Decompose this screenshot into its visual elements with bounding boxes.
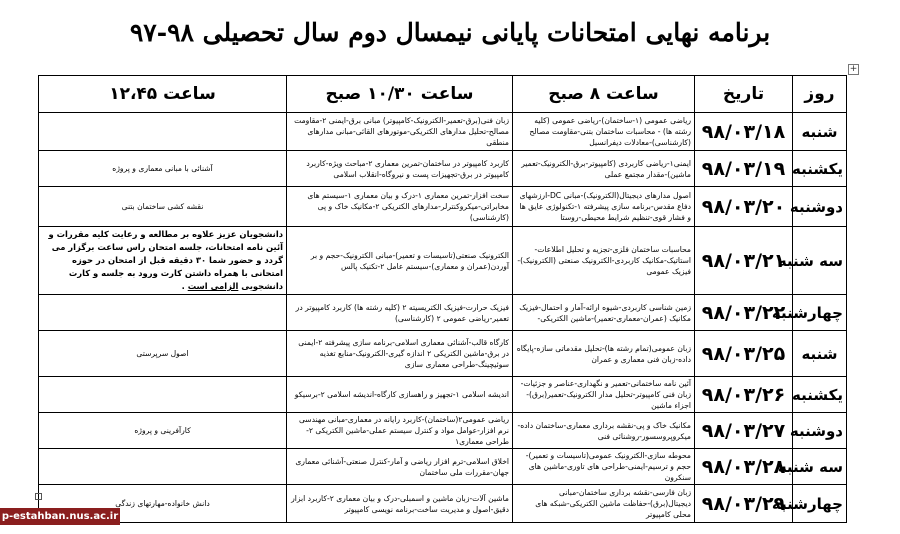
date-cell: ۹۸/۰۳/۲۶ bbox=[695, 377, 793, 413]
notice-emphasis: الزامی است bbox=[187, 281, 239, 291]
day-cell: چهارشنبه bbox=[793, 295, 847, 331]
day-cell: دوشنبه bbox=[793, 187, 847, 227]
slot-8am-cell: محاسبات ساختمان فلزی-تجزیه و تحلیل اطلاعات-استاتیک-مکانیک کاربردی-الکترونیک صنعتی (الکترونیک)-فیزیک عمومی bbox=[513, 227, 695, 295]
table-move-handle-icon[interactable]: + bbox=[849, 64, 858, 74]
slot-8am-cell: مکانیک خاک و پی-نقشه برداری معماری-ساختمان داده-میکروپروسسور-روشنائی فنی bbox=[513, 413, 695, 449]
table-row bbox=[39, 187, 847, 227]
date-cell: ۹۸/۰۳/۱۹ bbox=[695, 151, 793, 187]
table-row bbox=[39, 151, 847, 187]
slot-1245-cell bbox=[39, 377, 287, 413]
date-cell: ۹۸/۰۳/۲۹ bbox=[695, 485, 793, 523]
day-cell: شنبه bbox=[793, 331, 847, 377]
slot-1245-cell: آشنائی با مبانی معماری و پروژه bbox=[39, 151, 287, 187]
date-cell: ۹۸/۰۳/۲۲ bbox=[695, 295, 793, 331]
slot-8am-cell: زبان عمومی(تمام رشته ها)-تحلیل مقدماتی سازه-پایگاه داده-زبان فنی معماری و عمران bbox=[513, 331, 695, 377]
slot-1030am-cell: الکترونیک صنعتی(تاسیسات و تعمیر)-مبانی الکترونیک-حجم و بر آوردن(عمران و معماری)-سیستم عامل ۲-تکنیک پالس bbox=[287, 227, 513, 295]
slot-1245-cell: کارآفرینی و پروژه bbox=[39, 413, 287, 449]
day-cell: سه شنبه bbox=[793, 449, 847, 485]
date-cell: ۹۸/۰۳/۱۸ bbox=[695, 113, 793, 151]
table-row bbox=[39, 449, 847, 485]
notice-tail: . bbox=[181, 281, 188, 291]
day-cell: سه شنبه bbox=[793, 227, 847, 295]
date-cell: ۹۸/۰۳/۲۱ bbox=[695, 227, 793, 295]
table-row bbox=[39, 413, 847, 449]
slot-1245-cell: دانش خانواده-مهارتهای زندگی bbox=[39, 485, 287, 523]
date-cell: ۹۸/۰۳/۲۰ bbox=[695, 187, 793, 227]
date-cell: ۹۸/۰۳/۲۵ bbox=[695, 331, 793, 377]
table-resize-handle[interactable] bbox=[35, 493, 42, 500]
slot-1245-cell bbox=[39, 449, 287, 485]
table-row bbox=[39, 295, 847, 331]
table-body bbox=[39, 113, 847, 523]
day-cell: یکشنبه bbox=[793, 377, 847, 413]
table-header-row bbox=[39, 76, 847, 113]
table-row bbox=[39, 331, 847, 377]
slot-1245-cell bbox=[39, 113, 287, 151]
slot-1030am-cell: زبان فنی(برق-تعمیر-الکترونیک-کامپیوتر) مبانی برق-ایمنی ۲-مقاومت مصالح-تحلیل مدارهای الکتریکی-موتورهای القائی-مبانی مدارهای منطقی bbox=[287, 113, 513, 151]
slot-1030am-cell: ماشین آلات-زبان ماشین و اسمبلی-درک و بیان معماری ۲-کاربرد ابزار دقیق-اصول و مدیریت ساخت-برنامه نویسی کامپیوتر bbox=[287, 485, 513, 523]
date-cell: ۹۸/۰۳/۲۷ bbox=[695, 413, 793, 449]
header-slot-1030am: ساعت ۱۰/۳۰ صبح bbox=[287, 76, 513, 113]
header-date: تاریخ bbox=[695, 76, 793, 113]
exam-schedule-table bbox=[38, 75, 847, 523]
day-cell: چهارشنبه bbox=[793, 485, 847, 523]
slot-1245-cell: اصول سرپرستی bbox=[39, 331, 287, 377]
slot-1030am-cell: اندیشه اسلامی ۱-تجهیز و راهسازی کارگاه-اندیشه اسلامی ۲-برسیکو bbox=[287, 377, 513, 413]
day-cell: یکشنبه bbox=[793, 151, 847, 187]
slot-8am-cell: محوطه سازی-الکترونیک عمومی(تاسیسات و تعمیر)-حجم و ترسیم-ایمنی-طراحی های تاوری-ماشین های سنکرون bbox=[513, 449, 695, 485]
footer-site-badge[interactable]: p-estahban.nus.ac.ir bbox=[0, 508, 120, 525]
table-row bbox=[39, 113, 847, 151]
slot-1030am-cell: اخلاق اسلامی-ترم افزار ریاضی و آمار-کنترل صنعتی-آشنائی معماری جهان-مقررات ملی ساختمان bbox=[287, 449, 513, 485]
header-slot-8am: ساعت ۸ صبح bbox=[513, 76, 695, 113]
slot-8am-cell: ریاضی عمومی (۱-ساختمان)-ریاضی عمومی (کلیه رشته ها) - محاسبات ساختمان بتنی-مقاومت مصالح (کارشناسی)-معادلات دیفرانسیل bbox=[513, 113, 695, 151]
slot-1245-cell: نقشه کشی ساختمان بتنی bbox=[39, 187, 287, 227]
slot-1030am-cell: ریاضی عمومی۲(ساختمان)-کاربرد رایانه در معماری-مبانی مهندسی نرم افزار-عوامل مواد و کنترل سیستم عملی-ماشین الکتریکی ۲-طراحی معماری۱ bbox=[287, 413, 513, 449]
exam-rules-notice bbox=[39, 227, 287, 295]
date-cell: ۹۸/۰۳/۲۸ bbox=[695, 449, 793, 485]
page-title: برنامه نهایی امتحانات پایانی نیمسال دوم سال تحصیلی ۹۸-۹۷ bbox=[129, 18, 771, 47]
table-row bbox=[39, 377, 847, 413]
slot-1030am-cell: سخت افزار-تمرین معماری ۱-درک و بیان معماری ۱-سیستم های مخابراتی-میکروکنترلر-مدارهای الکتریکی ۲-مکانیک خاک و پی (کارشناسی) bbox=[287, 187, 513, 227]
notice-text: دانشجویان عزیز علاوه بر مطالعه و رعایت کلیه مقررات و آئین نامه امتحانات، جلسه امتحان راس ساعت برگزار می گردد و حضور شما ۳۰ دقیقه قبل از امتحان در حوزه امتحانی با همراه داشتن کارت ورود به جلسه و کارت دانشجویی bbox=[48, 229, 283, 291]
header-slot-1245: ساعت ۱۲،۴۵ bbox=[39, 76, 287, 113]
slot-8am-cell: ایمنی۱-ریاضی کاربردی (کامپیوتر-برق-الکترونیک-تعمیر ماشین)-مقدار مجتمع عملی bbox=[513, 151, 695, 187]
slot-1245-cell bbox=[39, 295, 287, 331]
header-day: روز bbox=[793, 76, 847, 113]
slot-1030am-cell: کاربرد کامپیوتر در ساختمان-تمرین معماری ۲-مباحث ویژه-کاربرد کامپیوتر در برق-تجهیزات پست و نیروگاه-انقلاب اسلامی bbox=[287, 151, 513, 187]
table-row bbox=[39, 227, 847, 295]
slot-8am-cell: زبان فارسی-نقشه برداری ساختمان-مبانی دیجیتال(برق)-حفاظت ماشین الکتریکی-شبکه های محلی کامپیوتر bbox=[513, 485, 695, 523]
table-row bbox=[39, 485, 847, 523]
slot-8am-cell: اصول مدارهای دیجیتال(الکترونیک)-مبانی DC-ارزشهای دفاع مقدس-برنامه سازی پیشرفته ۱-تکنولوژی عایق ها و فشار قوی-تنظیم شرایط محیطی-روستا bbox=[513, 187, 695, 227]
slot-8am-cell: زمین شناسی کاربردی-شیوه ارائه-آمار و احتمال-فیزیک مکانیک (عمران-معماری-تعمیر)-ماشین الکتریکی- bbox=[513, 295, 695, 331]
day-cell: شنبه bbox=[793, 113, 847, 151]
day-cell: دوشنبه bbox=[793, 413, 847, 449]
slot-8am-cell: آئین نامه ساختمانی-تعمیر و نگهداری-عناصر و جزئیات-زبان فنی کامپیوتر-تحلیل مدار الکترونیک-تعمیر(برق)-اجزاء ماشین bbox=[513, 377, 695, 413]
slot-1030am-cell: کارگاه قالب-آشنائی معماری اسلامی-برنامه سازی پیشرفته ۲-ایمنی در برق-ماشین الکتریکی ۲ اندازه گیری-الکترونیک-منابع تغذیه سوئیچینگ-طراحی معماری سازی bbox=[287, 331, 513, 377]
slot-1030am-cell: فیزیک حرارت-فیزیک الکتریسیته ۲ (کلیه رشته ها) کاربرد کامپیوتر در تعمیر-ریاضی عمومی ۲ (کارشناسی) bbox=[287, 295, 513, 331]
